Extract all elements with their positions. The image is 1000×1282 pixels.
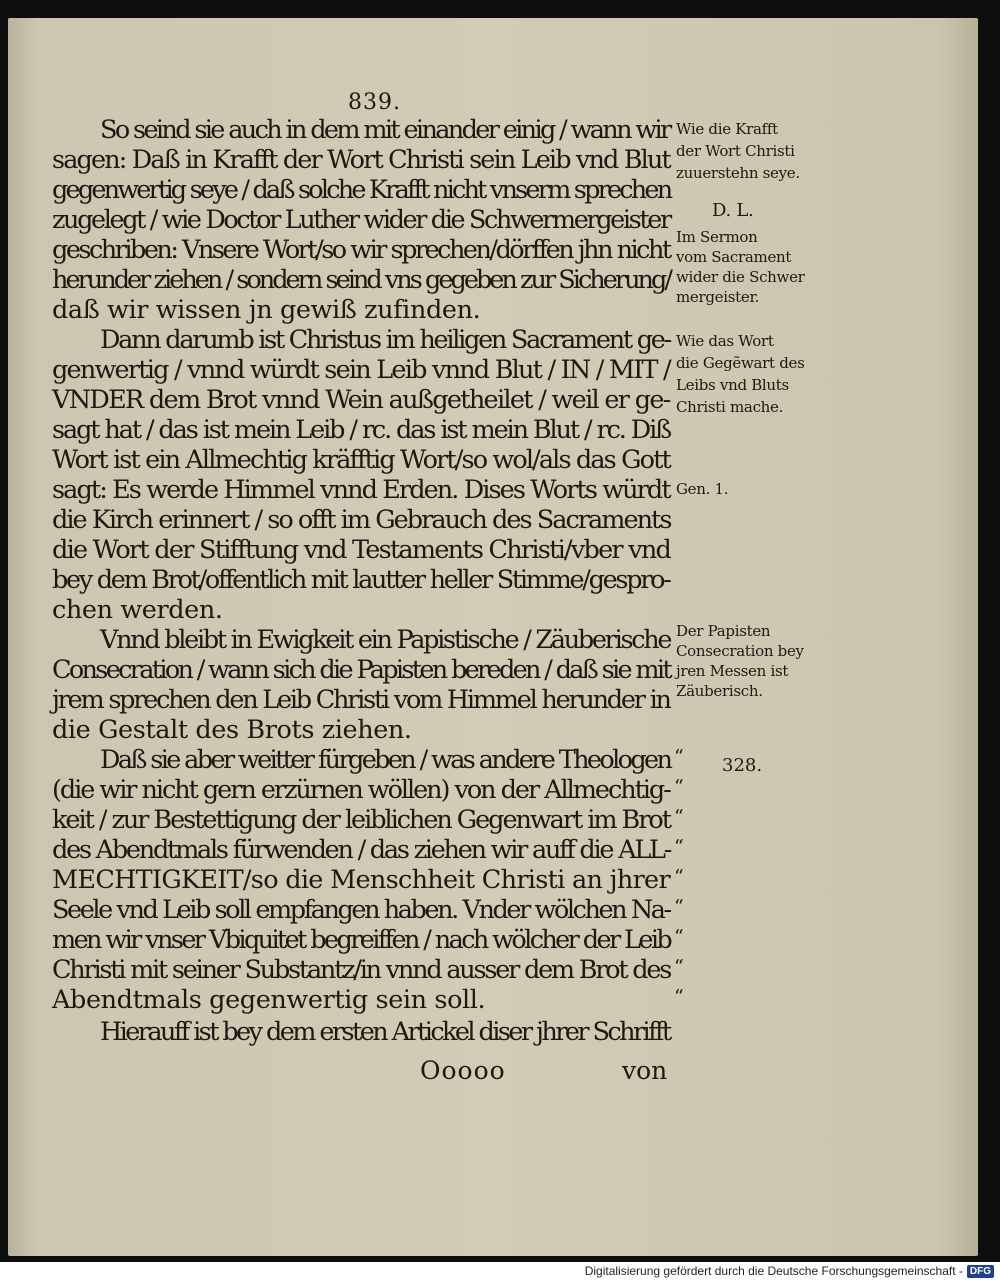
text-line: die Wort der Stifftung vnd Testaments Christi/vber vnd [52, 535, 671, 565]
marginal-note: wider die Schwer [676, 268, 805, 286]
text-line: Abendtmals gegenwertig sein soll. [52, 985, 486, 1015]
marginal-note: Gen. 1. [676, 480, 729, 498]
margin-page-marker: 328. [722, 755, 763, 776]
text-line: bey dem Brot/offentlich mit lautter heller Stimme/gespro- [52, 565, 670, 595]
text-line: men wir vnser Vbiquitet begreiffen / nach wölcher der Leib [52, 925, 671, 955]
footer-credit: Digitalisierung gefördert durch die Deutsche Forschungsgemeinschaft - [584, 1264, 963, 1278]
marginal-note: der Wort Christi [676, 142, 795, 160]
text-line: herunder ziehen / sondern seind vns gegeben zur Sicherung/ [52, 265, 670, 295]
text-line: Wort ist ein Allmechtig kräfftig Wort/so wol/als das Gott [52, 445, 670, 475]
marginal-note: vom Sacrament [676, 248, 792, 266]
text-line: jrem sprechen den Leib Christi vom Himmel herunder in [52, 685, 670, 715]
quote-mark: “ [674, 836, 684, 858]
text-line: Dann darumb ist Christus im heiligen Sacrament ge- [100, 325, 670, 355]
quote-mark: “ [674, 926, 684, 948]
text-line: Consecration / wann sich die Papisten bereden / daß sie mit [52, 655, 670, 685]
quote-mark: “ [674, 986, 684, 1008]
text-line: chen werden. [52, 595, 223, 625]
footer [585, 1264, 994, 1278]
page-number: 839. [348, 90, 401, 115]
text-line: Seele vnd Leib soll empfangen haben. Vnder wölchen Na- [52, 895, 670, 925]
dfg-logo-icon: DFG [967, 1265, 994, 1278]
text-line: die Gestalt des Brots ziehen. [52, 715, 412, 745]
marginal-note: Im Sermon [676, 228, 758, 246]
marginal-note: zuuerstehn seye. [676, 164, 800, 182]
signature-mark: Ooooo [420, 1056, 506, 1085]
text-line: zugelegt / wie Doctor Luther wider die Schwermergeister [52, 205, 670, 235]
text-line: (die wir nicht gern erzürnen wöllen) von der Allmechtig- [52, 775, 670, 805]
text-line: gegenwertig seye / daß solche Krafft nicht vnserm sprechen [52, 175, 671, 205]
marginal-note: Leibs vnd Bluts [676, 376, 789, 394]
quote-mark: “ [674, 866, 684, 888]
quote-mark: “ [674, 896, 684, 918]
quote-mark: “ [674, 776, 684, 798]
marginal-note: Christi mache. [676, 398, 784, 416]
text-line: des Abendtmals fürwenden / das ziehen wir auff die ALL- [52, 835, 671, 865]
marginal-note: D. L. [712, 200, 754, 221]
marginal-note: Consecration bey [676, 642, 804, 660]
text-line: Vnnd bleibt in Ewigkeit ein Papistische / Zäuberische [100, 625, 671, 655]
text-line: sagt: Es werde Himmel vnnd Erden. Dises Worts würdt [52, 475, 670, 505]
marginal-note: jren Messen ist [676, 662, 789, 680]
text-line: Christi mit seiner Substantz/in vnnd ausser dem Brot des [52, 955, 671, 985]
text-line: So seind sie auch in dem mit einander einig / wann wir [100, 115, 670, 145]
text-line: genwertig / vnnd würdt sein Leib vnnd Blut / IN / MIT / [52, 355, 670, 385]
text-line: VNDER dem Brot vnnd Wein außgetheilet / weil er ge- [52, 385, 670, 415]
text-line: MECHTIGKEIT/so die Menschheit Christi an jhrer [52, 865, 670, 895]
catchword: von [622, 1056, 668, 1085]
marginal-note: die Gegẽwart des [676, 354, 805, 372]
marginal-note: mergeister. [676, 288, 760, 306]
book-page [8, 18, 978, 1256]
text-line: Daß sie aber weitter fürgeben / was andere Theologen [100, 745, 671, 775]
text-line: sagt hat / das ist mein Leib / rc. das ist mein Blut / rc. Diß [52, 415, 671, 445]
text-line: geschriben: Vnsere Wort/so wir sprechen/dörffen jhn nicht [52, 235, 670, 265]
marginal-note: Zäuberisch. [676, 682, 763, 700]
text-line: die Kirch erinnert / so offt im Gebrauch des Sacraments [52, 505, 671, 535]
text-line: sagen: Daß in Krafft der Wort Christi sein Leib vnd Blut [52, 145, 670, 175]
text-line: Hierauff ist bey dem ersten Artickel diser jhrer Schrifft [100, 1017, 670, 1047]
quote-mark: “ [674, 956, 684, 978]
quote-mark: “ [674, 806, 684, 828]
marginal-note: Der Papisten [676, 622, 771, 640]
text-line: daß wir wissen jn gewiß zufinden. [52, 295, 481, 325]
quote-mark: “ [674, 746, 684, 768]
marginal-note: Wie die Krafft [676, 120, 778, 138]
text-line: keit / zur Bestettigung der leiblichen Gegenwart im Brot [52, 805, 670, 835]
marginal-note: Wie das Wort [676, 332, 774, 350]
